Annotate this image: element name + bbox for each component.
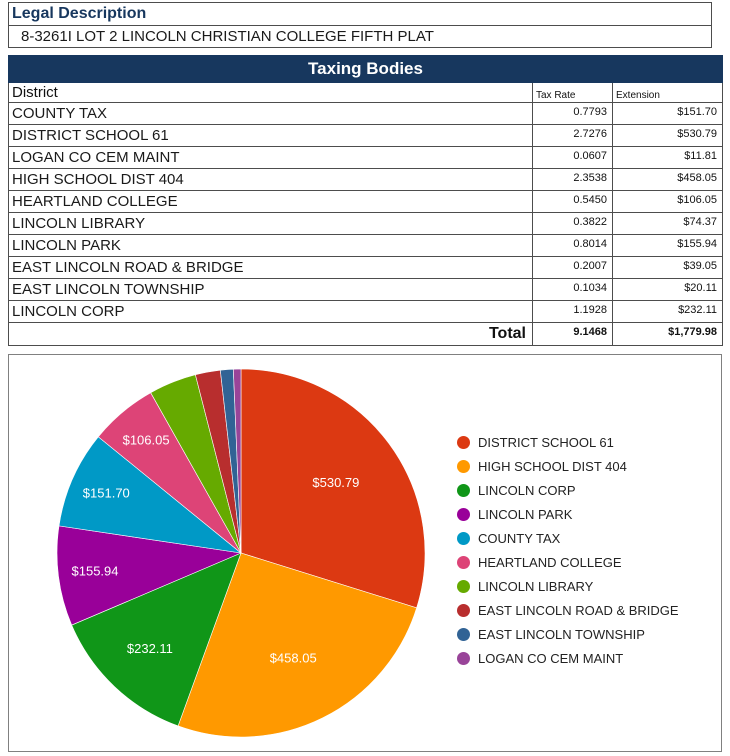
legend-color-dot bbox=[457, 628, 470, 641]
total-row bbox=[9, 323, 723, 346]
tax-rate-cell: 2.3538 bbox=[533, 169, 613, 191]
pie-slice-label: $106.05 bbox=[122, 432, 170, 448]
legend-item bbox=[457, 507, 679, 522]
table-row bbox=[9, 147, 723, 169]
extension-cell: $530.79 bbox=[613, 125, 723, 147]
tax-rate-cell: 0.3822 bbox=[533, 213, 613, 235]
table-row bbox=[9, 191, 723, 213]
extension-cell: $151.70 bbox=[613, 103, 723, 125]
tax-rate-cell: 0.2007 bbox=[533, 257, 613, 279]
legend-label: DISTRICT SCHOOL 61 bbox=[478, 435, 614, 450]
tax-rate-cell: 0.1034 bbox=[533, 279, 613, 301]
legend-item bbox=[457, 483, 679, 498]
legend-color-dot bbox=[457, 604, 470, 617]
extension-cell: $11.81 bbox=[613, 147, 723, 169]
taxing-bodies-title: Taxing Bodies bbox=[9, 56, 723, 83]
tax-rate-cell: 1.1928 bbox=[533, 301, 613, 323]
legend-color-dot bbox=[457, 436, 470, 449]
tax-rate-cell: 0.5450 bbox=[533, 191, 613, 213]
pie-chart-svg bbox=[9, 355, 459, 751]
legal-description-value: 8-3261I LOT 2 LINCOLN CHRISTIAN COLLEGE FIFTH PLAT bbox=[9, 26, 712, 48]
table-row bbox=[9, 213, 723, 235]
legend-label: HEARTLAND COLLEGE bbox=[478, 555, 622, 570]
column-header-extension: Extension bbox=[613, 83, 723, 103]
column-header-district: District bbox=[9, 83, 533, 103]
tax-rate-cell: 0.0607 bbox=[533, 147, 613, 169]
table-row bbox=[9, 169, 723, 191]
tax-distribution-chart bbox=[8, 354, 722, 752]
district-cell: EAST LINCOLN TOWNSHIP bbox=[9, 279, 533, 301]
legend-label: COUNTY TAX bbox=[478, 531, 561, 546]
table-row bbox=[9, 125, 723, 147]
pie-slice-label: $151.70 bbox=[82, 485, 130, 501]
legend-color-dot bbox=[457, 532, 470, 545]
pie-slice-label: $530.79 bbox=[312, 475, 360, 491]
pie-slice-label: $232.11 bbox=[126, 641, 173, 657]
tax-rate-cell: 0.7793 bbox=[533, 103, 613, 125]
district-cell: LOGAN CO CEM MAINT bbox=[9, 147, 533, 169]
legend-label: LINCOLN PARK bbox=[478, 507, 573, 522]
legend-item bbox=[457, 627, 679, 642]
legend-color-dot bbox=[457, 556, 470, 569]
legend-label: EAST LINCOLN ROAD & BRIDGE bbox=[478, 603, 679, 618]
column-header-tax-rate: Tax Rate bbox=[533, 83, 613, 103]
legend-color-dot bbox=[457, 484, 470, 497]
extension-cell: $74.37 bbox=[613, 213, 723, 235]
extension-cell: $106.05 bbox=[613, 191, 723, 213]
district-cell: HEARTLAND COLLEGE bbox=[9, 191, 533, 213]
legend-item bbox=[457, 555, 679, 570]
total-tax-rate: 9.1468 bbox=[533, 323, 613, 346]
legend-color-dot bbox=[457, 652, 470, 665]
legend-label: LOGAN CO CEM MAINT bbox=[478, 651, 624, 666]
total-label: Total bbox=[9, 323, 533, 346]
district-cell: LINCOLN CORP bbox=[9, 301, 533, 323]
extension-cell: $232.11 bbox=[613, 301, 723, 323]
extension-cell: $155.94 bbox=[613, 235, 723, 257]
legal-description-header: Legal Description bbox=[9, 3, 712, 26]
table-row bbox=[9, 257, 723, 279]
pie-slice-label: $155.94 bbox=[71, 563, 119, 579]
extension-cell: $20.11 bbox=[613, 279, 723, 301]
legend-item bbox=[457, 435, 679, 450]
taxing-bodies-table bbox=[8, 55, 723, 346]
table-row bbox=[9, 235, 723, 257]
legal-description-table bbox=[8, 2, 712, 48]
legend-color-dot bbox=[457, 460, 470, 473]
pie-slice-label: $458.05 bbox=[269, 650, 317, 666]
district-cell: COUNTY TAX bbox=[9, 103, 533, 125]
district-cell: EAST LINCOLN ROAD & BRIDGE bbox=[9, 257, 533, 279]
total-extension: $1,779.98 bbox=[613, 323, 723, 346]
tax-rate-cell: 2.7276 bbox=[533, 125, 613, 147]
legend-label: HIGH SCHOOL DIST 404 bbox=[478, 459, 627, 474]
district-cell: LINCOLN PARK bbox=[9, 235, 533, 257]
table-row bbox=[9, 301, 723, 323]
legend-item bbox=[457, 579, 679, 594]
legend-item bbox=[457, 651, 679, 666]
legend-item bbox=[457, 531, 679, 546]
legend-label: EAST LINCOLN TOWNSHIP bbox=[478, 627, 645, 642]
legend-item bbox=[457, 459, 679, 474]
extension-cell: $458.05 bbox=[613, 169, 723, 191]
column-header-row bbox=[9, 83, 723, 103]
district-cell: DISTRICT SCHOOL 61 bbox=[9, 125, 533, 147]
table-row bbox=[9, 103, 723, 125]
district-cell: HIGH SCHOOL DIST 404 bbox=[9, 169, 533, 191]
legend-color-dot bbox=[457, 580, 470, 593]
chart-legend bbox=[457, 435, 679, 675]
legend-label: LINCOLN CORP bbox=[478, 483, 576, 498]
table-row bbox=[9, 279, 723, 301]
legend-color-dot bbox=[457, 508, 470, 521]
extension-cell: $39.05 bbox=[613, 257, 723, 279]
district-cell: LINCOLN LIBRARY bbox=[9, 213, 533, 235]
legend-item bbox=[457, 603, 679, 618]
pie-chart bbox=[9, 355, 459, 756]
tax-rate-cell: 0.8014 bbox=[533, 235, 613, 257]
legend-label: LINCOLN LIBRARY bbox=[478, 579, 594, 594]
